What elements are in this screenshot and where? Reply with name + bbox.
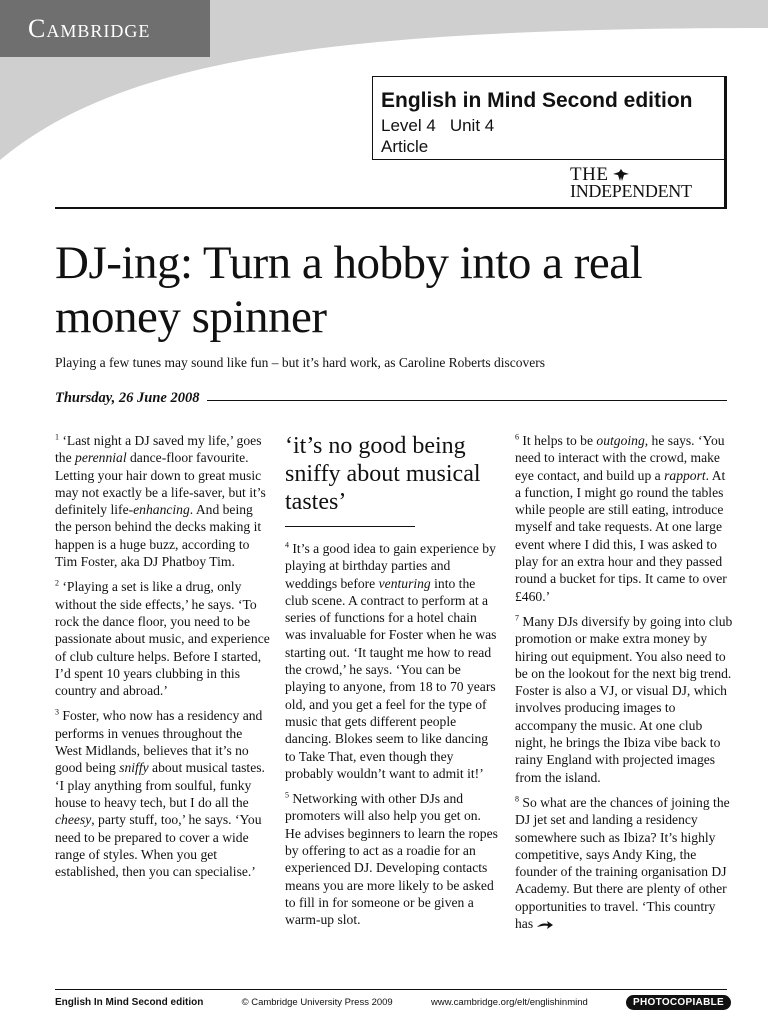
footer-url[interactable]: www.cambridge.org/elt/englishinmind — [430, 996, 588, 1008]
publisher-banner — [0, 0, 210, 57]
dateline — [55, 390, 727, 407]
paragraph-number: 4 — [285, 540, 289, 550]
footer-series: English In Mind Second edition — [55, 996, 204, 1008]
article-date: Thursday, 26 June 2008 — [55, 390, 200, 406]
continue-arrow-icon — [537, 920, 553, 930]
italic-term: outgoing — [596, 433, 645, 448]
footer-divider — [55, 989, 727, 990]
paragraph: $^7$ Many DJs diversify by going into club promotion or make extra money by hiring out equipment. You also need to be on the lookout for the next big trend. Foster is also a VJ, or visual DJ, which involves producing images to accompany the music. At one club night, he brings the Ibiza vibe back to rainy England with projected images from the island. — [515, 613, 733, 785]
article-headline — [55, 236, 735, 344]
paragraph-number: 3 — [55, 707, 59, 717]
footer-copyright: © Cambridge University Press 2009 — [241, 996, 393, 1008]
italic-term: perennial — [75, 450, 127, 466]
column-3 — [515, 432, 733, 940]
italic-term: venturing — [378, 575, 431, 591]
level-unit — [381, 115, 726, 136]
pull-quote-rule — [285, 526, 415, 527]
paragraph: $^6$ It helps to be outgoing, he says. ‘You need to interact with the crowd, make eye contact, and build up a rapport. At a function, I might go round the tables while people are still eating, introduce myself and take requests. At one large event where I did this, I was asked to play for an extra hour and they passed round a bucket for tips. It came to over £460.’ — [515, 432, 727, 604]
paragraph: $^3$ Foster, who now has a residency and performs in venues throughout the West Midlands, believes that it’s no good being sniffy about musical tastes. ‘I play anything from soulful, funky house to heavy tech, but I do all the cheesy, party stuff, too,’ he says. ‘You need to be prepared to cover a wide range of styles. When you get established, then you can specialise.’ — [55, 707, 265, 880]
photocopiable-badge: PHOTOCOPIABLE — [626, 995, 731, 1010]
level-label: Level 4 — [381, 116, 436, 135]
logo-the: THE — [570, 164, 609, 185]
dateline-rule — [207, 400, 727, 402]
paragraph: $^8$ So what are the chances of joining the DJ jet set and landing a residency somewhere such as Ibiza? It’s highly competitive, says Andy King, the founder of the training organisation DJ Academy. But there are plenty of other opportunities to travel. ‘This country has — [515, 794, 730, 932]
paragraph-number: 8 — [515, 794, 519, 804]
column-2 — [285, 432, 499, 928]
eagle-icon — [612, 168, 630, 182]
infobox-vertical-rule — [724, 76, 727, 208]
italic-term: rapport — [664, 467, 706, 483]
logo-independent: INDEPENDENT — [570, 181, 692, 201]
italic-term: enhancing — [133, 502, 190, 518]
italic-term: sniffy — [119, 760, 149, 776]
column-1 — [55, 432, 271, 888]
pull-quote: ‘it’s no good being sniffy about musical tastes’ — [285, 433, 481, 515]
paragraph: $^4$ It’s a good idea to gain experience by playing at birthday parties and weddings before venturing into the club scene. A contract to perform at a series of functions for a hotel chain was invaluable for Foster when he was starting out. ‘It taught me how to read the crowd,’ he says. ‘You can be playing to anyone, from 18 to 70 years old, and you get a feel for the type of music that gets different people dancing. Blokes seem to like dancing to Take That, even though they probably wouldn’t want to admit it!’ — [285, 540, 497, 781]
paragraph-number: 5 — [285, 790, 289, 800]
paragraph-number: 7 — [515, 613, 519, 623]
course-title: English in Mind Second edition — [381, 89, 693, 112]
newspaper-logo — [570, 166, 720, 200]
paragraph-number: 2 — [55, 578, 59, 588]
paragraph: $^1$ ‘Last night a DJ saved my life,’ goes the perennial dance-floor favourite. Letting your hair down to great music may not exactly be a life-saver, but it’s definitely life-enhancing. And being the person behind the decks making it happen is a huge buzz, according to Tim Foster, aka DJ Phatboy Tim. — [55, 432, 266, 570]
paragraph: $^5$ Networking with other DJs and promoters will also help you get on. He advises beginners to learn the ropes by offering to act as a roadie for an experienced DJ. Developing contacts means you are more likely to be asked to fill in for someone or be given a warm-up slot. — [285, 790, 498, 928]
article-standfirst: Playing a few tunes may sound like fun – but it’s hard work, as Caroline Roberts discovers — [55, 355, 546, 370]
paragraph-number: 6 — [515, 432, 519, 442]
italic-term: cheesy — [55, 812, 92, 828]
publisher-name: Cambridge — [28, 13, 151, 43]
paragraph: $^2$ ‘Playing a set is like a drug, only without the side effects,’ he says. ‘To rock the dance floor, you need to be passionate about music, and experience of club culture helps. Before I started, I’d spent 10 years clubbing in this country and abroad.’ — [55, 578, 270, 699]
unit-label: Unit 4 — [449, 116, 495, 135]
page-footer — [55, 994, 731, 1010]
headline-line-2: money spinner — [55, 291, 327, 343]
headline-line-1: DJ-ing: Turn a hobby into a real — [55, 237, 643, 289]
paragraph-number: 1 — [55, 432, 59, 442]
resource-type: Article — [381, 137, 429, 156]
course-info-box — [372, 76, 726, 160]
header-divider — [55, 207, 727, 209]
